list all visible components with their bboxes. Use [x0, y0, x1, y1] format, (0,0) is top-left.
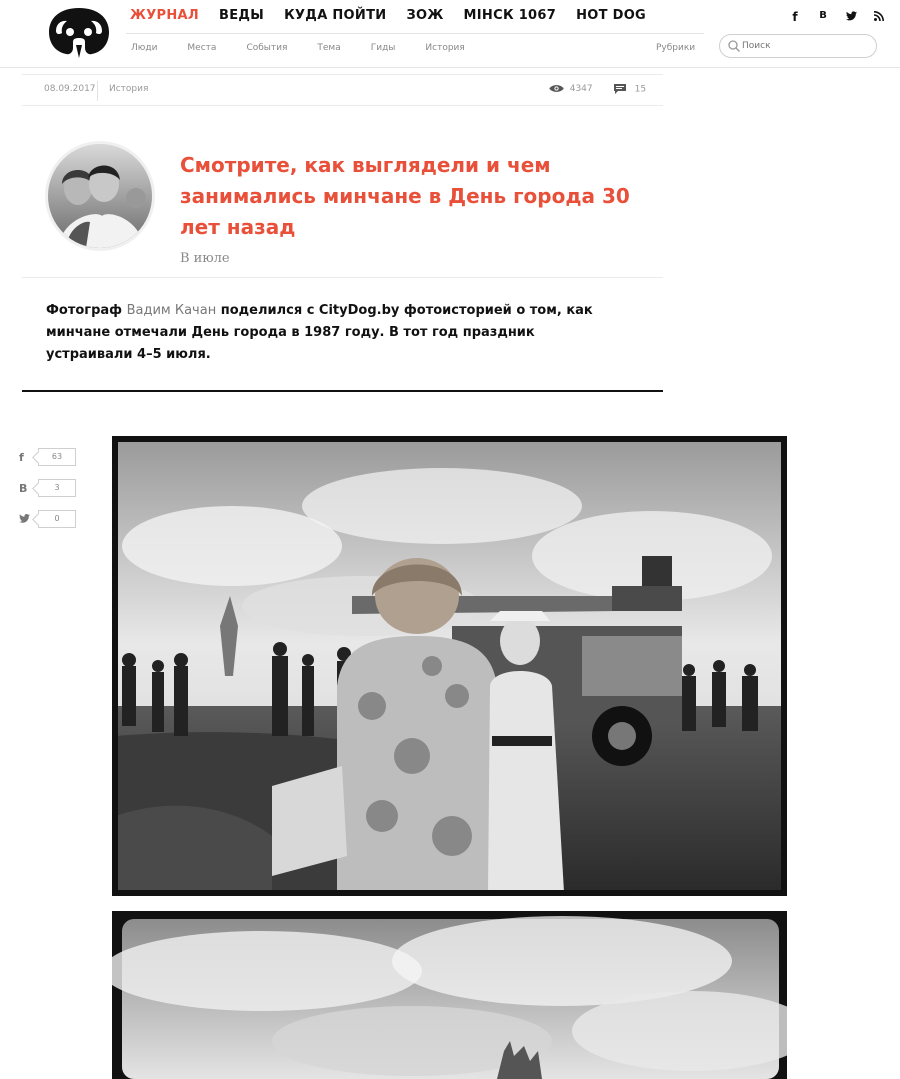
subnav-item-mesta[interactable]: Места — [187, 43, 217, 53]
twitter-icon[interactable] — [837, 10, 865, 24]
lead-divider — [22, 390, 663, 392]
share-facebook[interactable] — [19, 448, 76, 466]
article-subtitle: В июле — [180, 251, 230, 266]
article-meta — [22, 74, 663, 106]
search-input[interactable] — [742, 38, 868, 54]
share-count: 3 — [38, 479, 76, 497]
sub-nav — [131, 43, 495, 53]
share-vk[interactable] — [19, 479, 76, 497]
search-box[interactable] — [719, 34, 877, 58]
subnav-item-lyudi[interactable]: Люди — [131, 43, 158, 53]
comment-icon — [614, 84, 626, 94]
nav-item-vedy[interactable]: ВЕДЫ — [219, 8, 265, 23]
nav-item-zozh[interactable]: ЗОЖ — [406, 8, 444, 23]
facebook-icon: f — [19, 450, 24, 464]
subnav-item-gidy[interactable]: Гиды — [370, 43, 396, 53]
lead-prefix: Фотограф — [46, 303, 127, 318]
nav-item-zhurnal[interactable]: ЖУРНАЛ — [130, 8, 200, 23]
site-header — [0, 0, 900, 68]
title-divider — [22, 277, 663, 278]
rubriki-link[interactable]: Рубрики — [656, 43, 696, 53]
nav-item-minsk-1067[interactable]: MIНСК 1067 — [463, 8, 557, 23]
share-count: 0 — [38, 510, 76, 528]
article-date: 08.09.2017 — [44, 84, 96, 94]
eye-icon — [549, 84, 564, 93]
nav-item-kuda-poyti[interactable]: КУДА ПОЙТИ — [284, 8, 387, 23]
subnav-item-istoriya[interactable]: История — [425, 43, 465, 53]
search-icon — [727, 39, 741, 53]
vk-icon: В — [19, 481, 28, 495]
main-nav — [130, 8, 646, 23]
comments-count: 15 — [634, 84, 647, 95]
citydog-logo[interactable] — [46, 5, 112, 59]
article-category-link[interactable]: История — [109, 84, 149, 94]
share-twitter[interactable] — [19, 510, 76, 528]
lead-text: поделился с CityDog.by фотоисторией о том, как минчане отмечали День города в 1987 году. В тот год праздник устраивали 4–5 июля. — [46, 303, 593, 362]
meta-divider — [97, 81, 98, 101]
nav-divider — [126, 33, 704, 34]
author-link[interactable]: Вадим Качан — [126, 303, 217, 318]
article-lead — [46, 300, 606, 366]
article-photo-2 — [112, 911, 787, 1079]
subnav-item-sobytiya[interactable]: События — [246, 43, 288, 53]
views-count: 4347 — [569, 84, 593, 94]
social-links — [781, 10, 893, 24]
nav-item-hot-dog[interactable]: HOT DOG — [576, 8, 647, 23]
vk-icon[interactable]: В — [819, 10, 827, 21]
rss-icon[interactable] — [865, 10, 893, 24]
article-title: Смотрите, как выглядели и чем занимались минчане в День города 30 лет назад — [180, 153, 630, 239]
subnav-item-tema[interactable]: Тема — [317, 43, 341, 53]
article-avatar — [45, 141, 155, 251]
article-photo-1 — [112, 436, 787, 896]
share-count: 63 — [38, 448, 76, 466]
facebook-icon[interactable]: f — [792, 10, 798, 24]
comments-counter[interactable] — [614, 84, 646, 95]
views-counter — [549, 84, 593, 94]
